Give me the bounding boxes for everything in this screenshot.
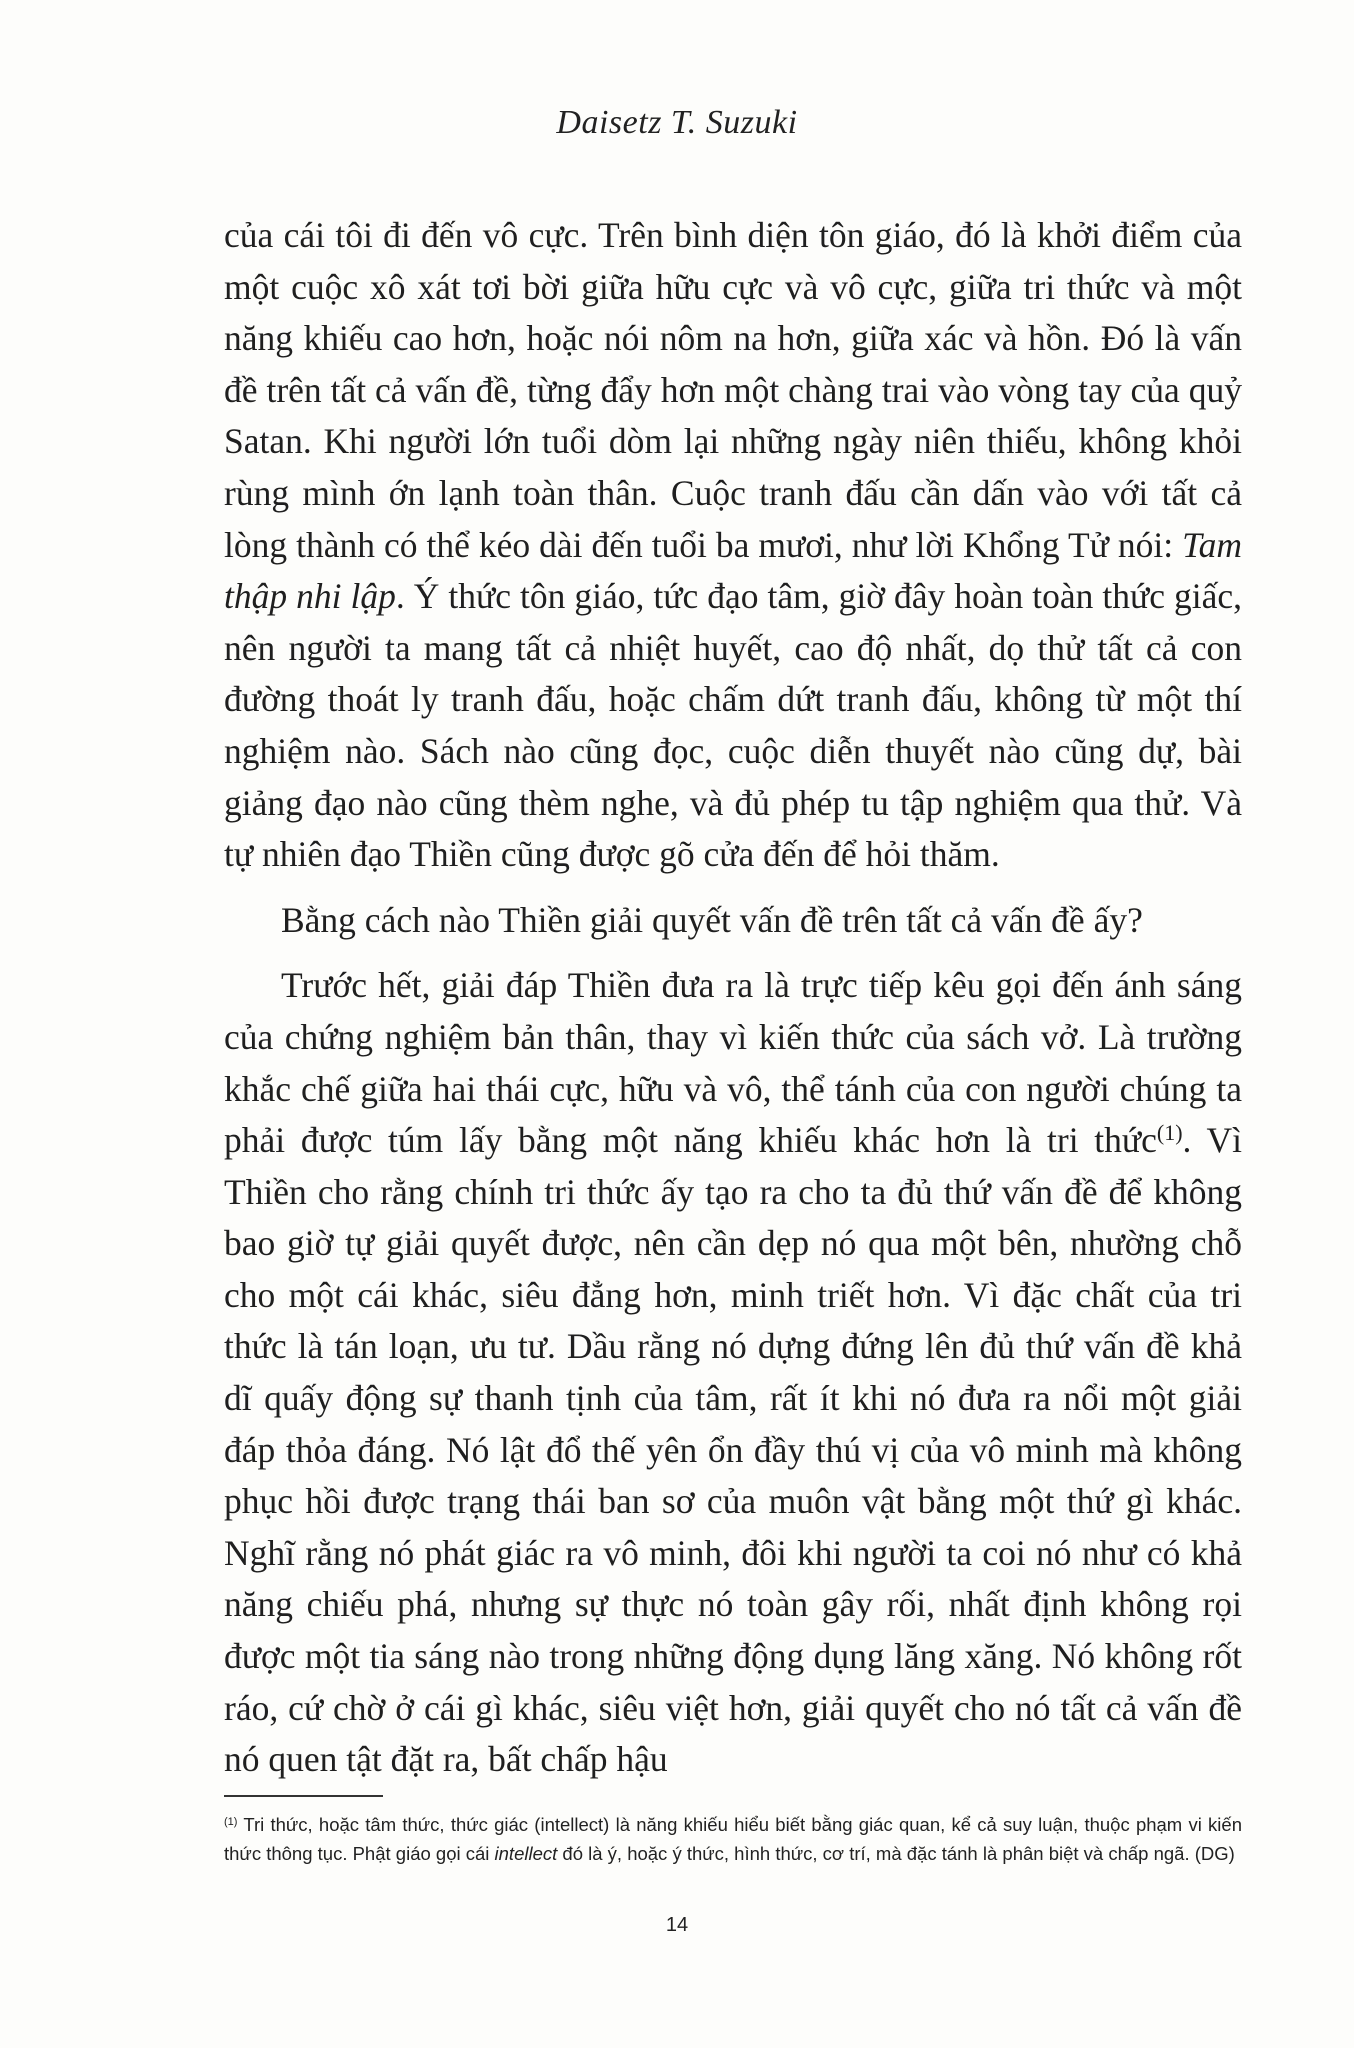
paragraph-3-continued: . Vì Thiền cho rằng chính tri thức ấy tạo ra cho ta đủ thứ vấn đề để không bao giờ tự giải quyết được, nên cần dẹp nó qua một bên, nhường chỗ cho một cái khác, siêu đẳng hơn, minh triết hơn. Vì đặc chất của tri thức là tán loạn, ưu tư. Dầu rằng nó dựng đứng lên đủ thứ vấn đề khả dĩ quấy động sự thanh tịnh của tâm, rất ít khi nó đưa ra nổi một giải đáp thỏa đáng. Nó lật đổ thế yên ổn đầy thú vị của vô minh mà không phục hồi được trạng thái ban sơ của muôn vật bằng một thứ gì khác. Nghĩ rằng nó phát giác ra vô minh, đôi khi người ta coi nó như có khả năng chiếu phá, nhưng sự thực nó toàn gây rối, nhất định không rọi được một tia sáng nào trong những động dụng lăng xăng. Nó không rốt ráo, cứ chờ ở cái gì khác, siêu việt hơn, giải quyết cho nó tất cả vấn đề nó quen tật đặt ra, bất chấp hậu <box>224 1120 1242 1780</box>
paragraph-3 <box>224 960 1242 1786</box>
running-header: Daisetz T. Suzuki <box>556 104 798 141</box>
footnote-divider <box>224 1795 383 1797</box>
paragraph-3-text: Trước hết, giải đáp Thiền đưa ra là trực tiếp kêu gọi đến ánh sáng của chứng nghiệm bản thân, thay vì kiến thức của sách vở. Là trường khắc chế giữa hai thái cực, hữu và vô, thể tánh của con người chúng ta phải được túm lấy bằng một năng khiếu khác hơn là tri thức <box>224 965 1242 1161</box>
footnote-text: Tri thức, hoặc tâm thức, thức giác (intellect) là năng khiếu hiểu biết bằng giác quan, kể cả suy luận, thuộc phạm vi kiến thức thông tục. Phật giáo gọi cái <box>224 1814 1242 1864</box>
footnote <box>224 1810 1242 1868</box>
main-text <box>224 210 1242 1786</box>
footnote-reference[interactable]: (1) <box>1156 1120 1183 1146</box>
paragraph-1-text: của cái tôi đi đến vô cực. Trên bình diện tôn giáo, đó là khởi điểm của một cuộc xô xát tơi bời giữa hữu cực và vô cực, giữa tri thức và một năng khiếu cao hơn, hoặc nói nôm na hơn, giữa xác và hồn. Đó là vấn đề trên tất cả vấn đề, từng đẩy hơn một chàng trai vào vòng tay của quỷ Satan. Khi người lớn tuổi dòm lại những ngày niên thiếu, không khỏi rùng mình ớn lạnh toàn thân. Cuộc tranh đấu cần dấn vào với tất cả lòng thành có thể kéo dài đến tuổi ba mươi, như lời Khổng Tử nói: <box>224 215 1242 565</box>
footnote-text-end: đó là ý, hoặc ý thức, hình thức, cơ trí, mà đặc tánh là phân biệt và chấp ngã. (DG) <box>557 1843 1235 1864</box>
footnote-marker: (1) <box>224 1816 238 1828</box>
paragraph-1 <box>224 210 1242 881</box>
footnote-italic: intellect <box>494 1843 558 1864</box>
page-number: 14 <box>665 1914 689 1936</box>
paragraph-1-tail: . Ý thức tôn giáo, tức đạo tâm, giờ đây hoàn toàn thức giấc, nên người ta mang tất cả nhiệt huyết, cao độ nhất, dọ thử tất cả con đường thoát ly tranh đấu, hoặc chấm dứt tranh đấu, không từ một thí nghiệm nào. Sách nào cũng đọc, cuộc diễn thuyết nào cũng dự, bài giảng đạo nào cũng thèm nghe, và đủ phép tu tập nghiệm qua thử. Và tự nhiên đạo Thiền cũng được gõ cửa đến để hỏi thăm. <box>224 576 1242 875</box>
paragraph-2: Bằng cách nào Thiền giải quyết vấn đề trên tất cả vấn đề ấy? <box>281 899 1143 940</box>
quote-italic: Tam thập nhi lập <box>224 524 1242 617</box>
